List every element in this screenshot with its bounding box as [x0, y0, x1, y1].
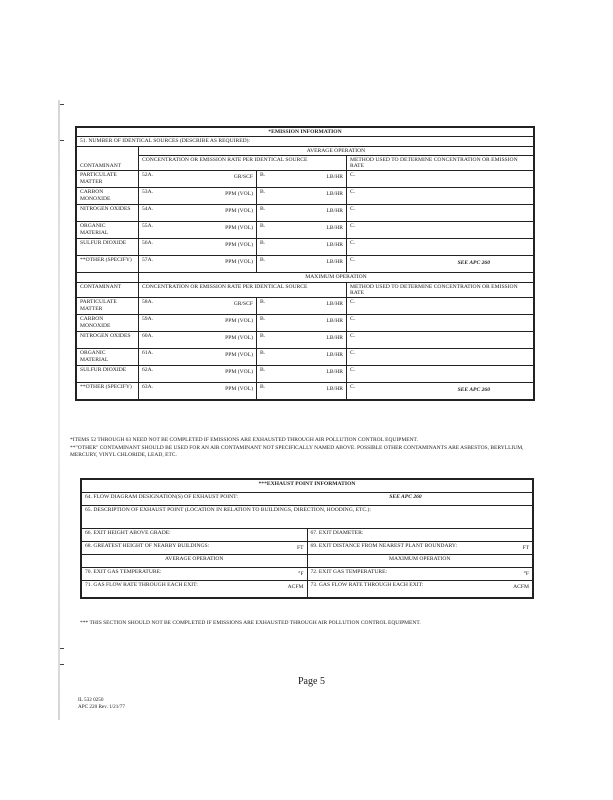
- method-field[interactable]: [347, 315, 534, 332]
- q68-unit: FT: [296, 545, 304, 551]
- col-concentration: CONCENTRATION OR EMISSION RATE PER IDENTICAL SOURCE: [139, 155, 347, 171]
- contaminant-row: [77, 332, 534, 349]
- item-number: 55A.: [142, 223, 154, 230]
- note-other-contaminant: **"OTHER" CONTAMINANT SHOULD BE USED FOR AN AIR CONTAMINANT NOT SPECIFICALLY NAMED ABOVE. POSSIBLE OTHER CONTAMINANTS ARE ASBESTOS, BERYLLIUM, MERCURY, VINYL CHLORIDE, LEAD, ETC.: [70, 444, 524, 459]
- rate-unit: LB/HR: [326, 225, 343, 232]
- form-revision: APC 220 Rev. 1/21/77: [78, 704, 125, 710]
- scan-tick: [60, 648, 64, 649]
- q64-field[interactable]: [82, 493, 533, 506]
- q67-field[interactable]: 67. EXIT DIAMETER:: [307, 529, 533, 542]
- item-letter: B.: [260, 333, 266, 340]
- form-footer: [78, 697, 125, 711]
- item-number: 54A.: [142, 206, 154, 213]
- exhaust-point-section: [80, 478, 534, 599]
- concentration-unit: PPM (VOL): [225, 225, 253, 232]
- contaminant-name: **OTHER (SPECIFY): [77, 383, 139, 400]
- emission-rate-field[interactable]: [257, 383, 347, 400]
- method-field[interactable]: [347, 171, 534, 188]
- exhaust-title: ***EXHAUST POINT INFORMATION: [82, 480, 533, 493]
- rate-unit: LB/HR: [326, 318, 343, 325]
- item-letter: B.: [260, 350, 266, 357]
- emission-rate-field[interactable]: [257, 366, 347, 383]
- rate-unit: LB/HR: [326, 301, 343, 308]
- maximum-operation-title: MAXIMUM OPERATION: [139, 273, 534, 282]
- item-letter: C.: [350, 333, 356, 340]
- scan-edge: [58, 100, 60, 720]
- rate-unit: LB/HR: [326, 208, 343, 215]
- item-letter: C.: [350, 316, 356, 323]
- rate-unit: LB/HR: [326, 352, 343, 359]
- concentration-field[interactable]: [139, 298, 257, 315]
- q72-unit: °F: [523, 571, 529, 577]
- item-letter: C.: [350, 367, 356, 374]
- q71-unit: ACFM: [287, 584, 304, 590]
- item-letter: C.: [350, 172, 356, 179]
- q68-field[interactable]: [82, 542, 308, 555]
- item-letter: B.: [260, 240, 266, 247]
- method-field[interactable]: [347, 298, 534, 315]
- contaminant-name: ORGANIC MATERIAL: [77, 222, 139, 239]
- method-field[interactable]: [347, 222, 534, 239]
- q66-field[interactable]: 66. EXIT HEIGHT ABOVE GRADE:: [82, 529, 308, 542]
- item-number: 63A.: [142, 384, 154, 391]
- contaminant-row: [77, 222, 534, 239]
- concentration-field[interactable]: [139, 171, 257, 188]
- item-letter: B.: [260, 223, 266, 230]
- scan-tick: [60, 140, 64, 141]
- concentration-unit: GR/SCF: [233, 301, 253, 308]
- emission-rate-field[interactable]: [257, 171, 347, 188]
- item-letter: C.: [350, 206, 356, 213]
- concentration-field[interactable]: [139, 315, 257, 332]
- emission-title: *EMISSION INFORMATION: [77, 128, 534, 137]
- contaminant-row: [77, 188, 534, 205]
- exhaust-average-title: AVERAGE OPERATION: [82, 555, 308, 568]
- concentration-field[interactable]: [139, 366, 257, 383]
- q70-label: 70. EXIT GAS TEMPERATURE:: [85, 569, 162, 575]
- emission-notes: [70, 437, 540, 460]
- concentration-unit: GR/SCF: [233, 174, 253, 181]
- rate-unit: LB/HR: [326, 259, 343, 266]
- concentration-field[interactable]: [139, 349, 257, 366]
- item-letter: C.: [350, 240, 356, 247]
- concentration-field[interactable]: [139, 256, 257, 273]
- q69-label: 69. EXIT DISTANCE FROM NEAREST PLANT BOUNDARY:: [310, 543, 458, 549]
- contaminant-name: NITROGEN OXIDES: [77, 332, 139, 349]
- scan-tick: [60, 104, 64, 105]
- contaminant-name: PARTICULATE MATTER: [77, 171, 139, 188]
- rate-unit: LB/HR: [326, 386, 343, 393]
- contaminant-row: [77, 205, 534, 222]
- q69-unit: FT: [522, 545, 529, 551]
- emission-rate-field[interactable]: [257, 298, 347, 315]
- concentration-field[interactable]: [139, 383, 257, 400]
- item-letter: B.: [260, 299, 266, 306]
- item-number: 59A.: [142, 316, 154, 323]
- contaminant-row: [77, 315, 534, 332]
- concentration-unit: PPM (VOL): [225, 208, 253, 215]
- emission-rate-field[interactable]: [257, 256, 347, 273]
- q73-field[interactable]: [307, 581, 533, 598]
- rate-unit: LB/HR: [326, 369, 343, 376]
- emission-rate-field[interactable]: [257, 349, 347, 366]
- emission-rate-field[interactable]: [257, 332, 347, 349]
- concentration-field[interactable]: [139, 222, 257, 239]
- item-letter: B.: [260, 384, 266, 391]
- item-letter: C.: [350, 223, 356, 230]
- q64-label: 64. FLOW DIAGRAM DESIGNATION(S) OF EXHAUST POINT:: [85, 494, 238, 500]
- q71-field[interactable]: [82, 581, 308, 598]
- concentration-unit: PPM (VOL): [225, 191, 253, 198]
- q71-label: 71. GAS FLOW RATE THROUGH EACH EXIT:: [85, 582, 198, 588]
- method-field[interactable]: [347, 188, 534, 205]
- emission-rate-field[interactable]: [257, 205, 347, 222]
- item-number: 61A.: [142, 350, 154, 357]
- q70-unit: °F: [298, 571, 304, 577]
- col-method: METHOD USED TO DETERMINE CONCENTRATION OR EMISSION RATE: [347, 155, 534, 171]
- contaminant-name: ORGANIC MATERIAL: [77, 349, 139, 366]
- contaminant-name: SULFUR DIOXIDE: [77, 366, 139, 383]
- item-letter: B.: [260, 257, 266, 264]
- method-field[interactable]: [347, 349, 534, 366]
- item-letter: B.: [260, 367, 266, 374]
- emission-table: [76, 127, 534, 400]
- contaminant-name: CARBON MONOXIDE: [77, 315, 139, 332]
- q72-field[interactable]: [307, 568, 533, 581]
- average-operation-title: AVERAGE OPERATION: [139, 146, 534, 155]
- method-field[interactable]: [347, 332, 534, 349]
- emission-information-section: [75, 126, 535, 401]
- form-number: IL 532 0250: [78, 697, 104, 703]
- col-contaminant: CONTAMINANT: [77, 282, 139, 298]
- item-letter: B.: [260, 189, 266, 196]
- concentration-field[interactable]: [139, 332, 257, 349]
- rate-unit: LB/HR: [326, 335, 343, 342]
- concentration-unit: PPM (VOL): [225, 352, 253, 359]
- note-items-52-63: *ITEMS 52 THROUGH 63 NEED NOT BE COMPLETED IF EMISSIONS ARE EXHAUSTED THROUGH AIR POLLUTION CONTROL EQUIPMENT.: [70, 437, 418, 443]
- q69-field[interactable]: [307, 542, 533, 555]
- item-letter: B.: [260, 172, 266, 179]
- item-letter: C.: [350, 257, 356, 264]
- item-number: 52A.: [142, 172, 154, 179]
- item-number: 56A.: [142, 240, 154, 247]
- item-letter: C.: [350, 299, 356, 306]
- emission-rate-field[interactable]: [257, 222, 347, 239]
- item-number: 53A.: [142, 189, 154, 196]
- concentration-unit: PPM (VOL): [225, 386, 253, 393]
- exhaust-maximum-title: MAXIMUM OPERATION: [307, 555, 533, 568]
- method-field[interactable]: [347, 383, 534, 400]
- contaminant-name: NITROGEN OXIDES: [77, 205, 139, 222]
- item-number: 60A.: [142, 333, 154, 340]
- col-contaminant: CONTAMINANT: [77, 146, 139, 171]
- item-letter: C.: [350, 189, 356, 196]
- concentration-field[interactable]: [139, 205, 257, 222]
- q73-unit: ACFM: [513, 584, 529, 590]
- method-value: SEE APC 260: [457, 387, 490, 394]
- rate-unit: LB/HR: [326, 174, 343, 181]
- concentration-unit: PPM (VOL): [225, 318, 253, 325]
- emission-rate-field[interactable]: [257, 239, 347, 256]
- contaminant-row: [77, 239, 534, 256]
- rate-unit: LB/HR: [326, 191, 343, 198]
- contaminant-name: CARBON MONOXIDE: [77, 188, 139, 205]
- contaminant-name: SULFUR DIOXIDE: [77, 239, 139, 256]
- scan-tick: [60, 664, 64, 665]
- concentration-unit: PPM (VOL): [225, 369, 253, 376]
- contaminant-row: [77, 383, 534, 400]
- concentration-unit: PPM (VOL): [225, 242, 253, 249]
- col-method: METHOD USED TO DETERMINE CONCENTRATION OR EMISSION RATE: [347, 282, 534, 298]
- q68-label: 68. GREATEST HEIGHT OF NEARBY BUILDINGS:: [85, 543, 210, 549]
- method-field[interactable]: [347, 366, 534, 383]
- item-letter: C.: [350, 350, 356, 357]
- concentration-field[interactable]: [139, 188, 257, 205]
- emission-rate-field[interactable]: [257, 188, 347, 205]
- concentration-unit: PPM (VOL): [225, 259, 253, 266]
- item-letter: B.: [260, 316, 266, 323]
- method-field[interactable]: [347, 256, 534, 273]
- exhaust-note: *** THIS SECTION SHOULD NOT BE COMPLETED IF EMISSIONS ARE EXHAUSTED THROUGH AIR POLLUTION CONTROL EQUIPMENT.: [80, 620, 421, 626]
- method-field[interactable]: [347, 205, 534, 222]
- q51-field[interactable]: 51. NUMBER OF IDENTICAL SOURCES (DESCRIBE AS REQUIRED):: [77, 137, 534, 146]
- method-field[interactable]: [347, 239, 534, 256]
- item-number: 62A.: [142, 367, 154, 374]
- item-letter: B.: [260, 206, 266, 213]
- contaminant-row: [77, 349, 534, 366]
- col-concentration: CONCENTRATION OR EMISSION RATE PER IDENTICAL SOURCE: [139, 282, 347, 298]
- q65-field[interactable]: 65. DESCRIPTION OF EXHAUST POINT (LOCATION IN RELATION TO BUILDINGS, DIRECTION, HOODING, ETC.):: [82, 506, 533, 529]
- emission-rate-field[interactable]: [257, 315, 347, 332]
- item-number: 57A.: [142, 257, 154, 264]
- contaminant-name: **OTHER (SPECIFY): [77, 256, 139, 273]
- page-number: Page 5: [298, 676, 325, 687]
- exhaust-table: [81, 479, 533, 598]
- concentration-field[interactable]: [139, 239, 257, 256]
- item-number: 58A.: [142, 299, 154, 306]
- contaminant-row: [77, 171, 534, 188]
- contaminant-row: [77, 256, 534, 273]
- q70-field[interactable]: [82, 568, 308, 581]
- concentration-unit: PPM (VOL): [225, 335, 253, 342]
- contaminant-row: [77, 298, 534, 315]
- q64-value: SEE APC 260: [389, 494, 422, 500]
- contaminant-row: [77, 366, 534, 383]
- q73-label: 73. GAS FLOW RATE THROUGH EACH EXIT:: [310, 582, 424, 588]
- rate-unit: LB/HR: [326, 242, 343, 249]
- blank-cell: [77, 273, 139, 282]
- method-value: SEE APC 260: [457, 260, 490, 267]
- item-letter: C.: [350, 384, 356, 391]
- contaminant-name: PARTICULATE MATTER: [77, 298, 139, 315]
- q72-label: 72. EXIT GAS TEMPERATURE:: [310, 569, 388, 575]
